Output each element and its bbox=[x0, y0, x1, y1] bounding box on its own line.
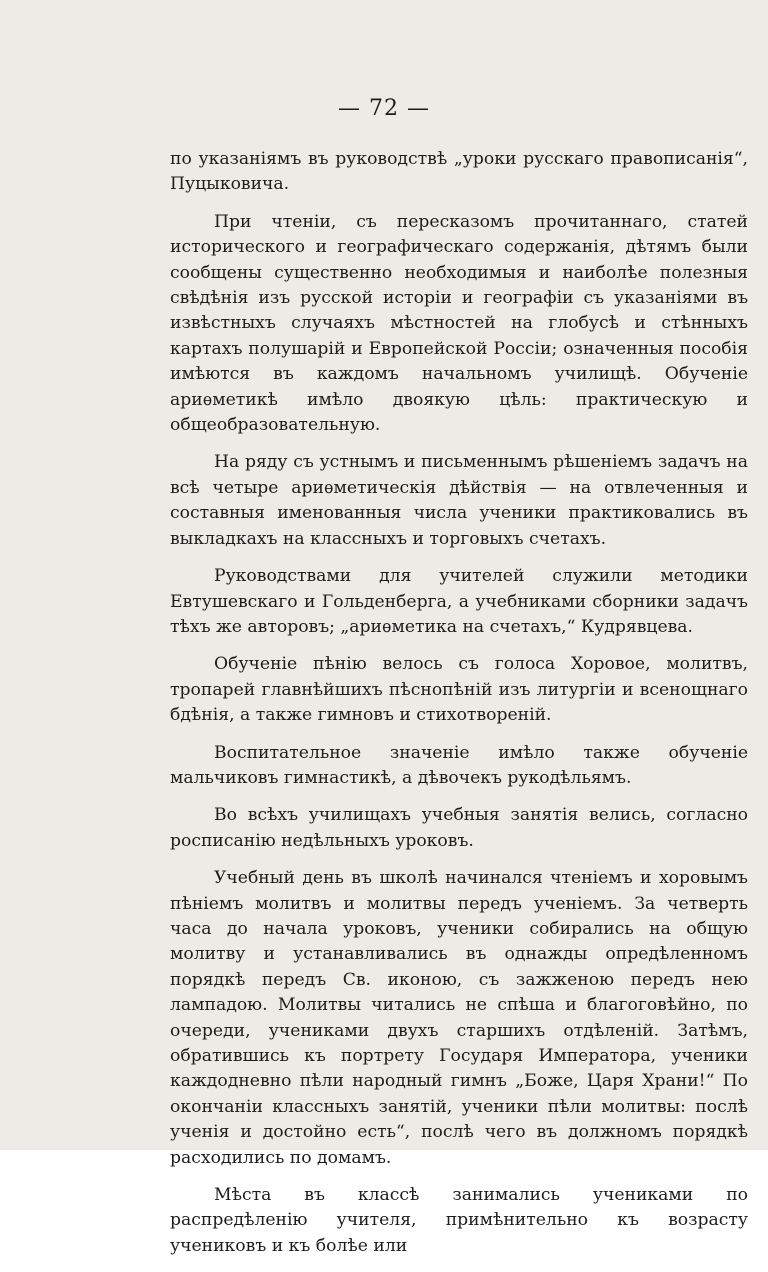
page-number: — 72 — bbox=[338, 96, 430, 121]
page-body bbox=[170, 147, 748, 1271]
paragraph-6: Воспитательное значеніе имѣло также обученіе мальчиковъ гимнастикѣ, а дѣвочекъ рукодѣльямъ. bbox=[170, 742, 748, 788]
paragraph-4: Руководствами для учителей служили методики Евтушевскаго и Гольденберга, а учебниками сборники задачъ тѣхъ же авторовъ; „ариѳметика на счетахъ,“ Кудрявцева. bbox=[170, 566, 748, 637]
paragraph-1: по указаніямъ въ руководствѣ „уроки русскаго правописанія“, Пуцыковича. bbox=[170, 149, 748, 195]
paragraph-3: На ряду съ устнымъ и письменнымъ рѣшеніемъ задачъ на всѣ четыре ариѳметическія дѣйствія — на отвлеченныя и составныя именованныя числа ученики практиковались въ выкладкахъ на классныхъ и торговыхъ счетахъ. bbox=[170, 452, 748, 549]
paragraph-7: Во всѣхъ училищахъ учебныя занятія велись, согласно росписанію недѣльныхъ уроковъ. bbox=[170, 805, 748, 851]
paragraph-5: Обученіе пѣнію велось съ голоса Хоровое, молитвъ, тропарей главнѣйшихъ пѣснопѣній изъ литургіи и всенощнаго бдѣнія, а также гимновъ и стихотвореній. bbox=[170, 654, 748, 726]
paragraph-2: При чтеніи, съ пересказомъ прочитаннаго, статей исторического и географическаго содержанія, дѣтямъ были сообщены существенно необходимыя и наиболѣе полезныя свѣдѣнія изъ русской исторіи и географіи съ указаніями въ извѣстныхъ случаяхъ мѣстностей на глобусѣ и стѣнныхъ картахъ полушарій и Европейской Россіи; означенныя пособія имѣются въ каждомъ начальномъ училищѣ. Обученіе ариѳметикѣ имѣло двоякую цѣль: практическую и общеобразовательную. bbox=[170, 211, 748, 436]
paragraph-9: Мѣста въ классѣ занимались учениками по распредѣленію учителя, примѣнительно къ возрасту учениковъ и къ болѣе или bbox=[170, 1185, 748, 1256]
paragraph-8: Учебный день въ школѣ начинался чтеніемъ и хоровымъ пѣніемъ молитвъ и молитвы передъ ученіемъ. За четверть часа до начала уроковъ, ученики собирались на общую молитву и устанавливались въ однажды опредѣленномъ порядкѣ передъ Св. иконою, съ зажженою передъ нею лампадою. Молитвы читались не спѣша и благоговѣйно, по очереди, учениками двухъ старшихъ отдѣленій. Затѣмъ, обратившись къ портрету Государя Императора, ученики каждодневно пѣли народный гимнъ „Боже, Царя Храни!“ По окончаніи классныхъ занятій, ученики пѣли молитвы: послѣ ученія и достойно есть“, послѣ чего въ должномъ порядкѣ расходились по домамъ. bbox=[170, 868, 748, 1168]
